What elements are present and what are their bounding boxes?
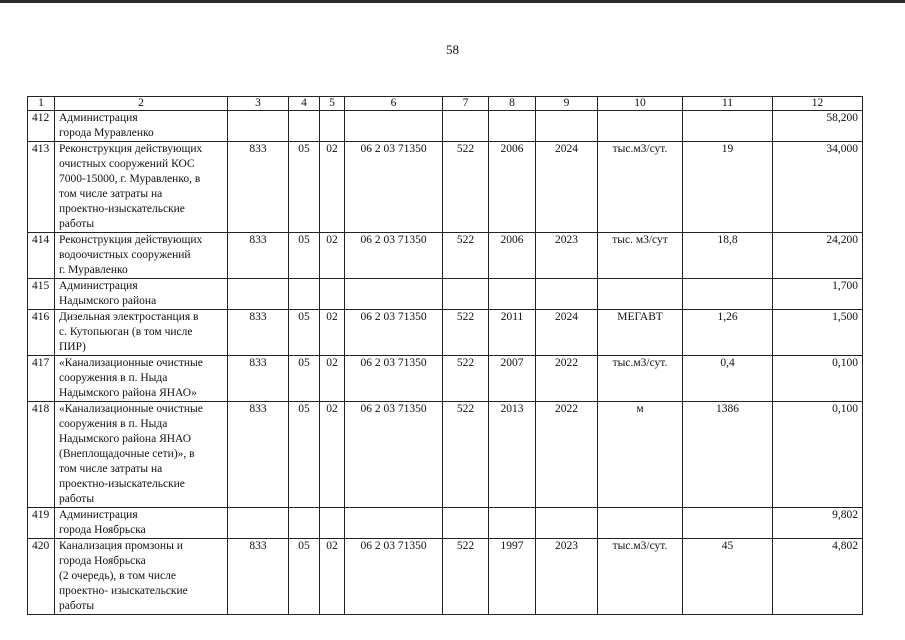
table-cell: 06 2 03 71350: [345, 233, 443, 279]
table-row: [28, 279, 863, 310]
table-cell: 05: [289, 310, 320, 356]
table-cell: 522: [443, 402, 489, 508]
table-cell: 416: [28, 310, 55, 356]
table-cell: 34,000: [773, 142, 863, 233]
table-cell: 05: [289, 539, 320, 615]
column-header: 11: [683, 97, 773, 111]
table-cell: [320, 111, 345, 142]
table-cell: 419: [28, 508, 55, 539]
table-cell: 18,8: [683, 233, 773, 279]
table-cell: 833: [228, 233, 289, 279]
table-cell: м: [598, 402, 683, 508]
table-cell: [598, 111, 683, 142]
table-cell: [598, 279, 683, 310]
table-cell: 06 2 03 71350: [345, 539, 443, 615]
table-header-row: [28, 97, 863, 111]
table-cell: 05: [289, 233, 320, 279]
table-cell: 02: [320, 310, 345, 356]
table-cell: 02: [320, 539, 345, 615]
table-cell: 02: [320, 142, 345, 233]
table-cell: 2024: [536, 310, 598, 356]
table-cell: 413: [28, 142, 55, 233]
table-cell: [683, 508, 773, 539]
table-cell: МЕГАВТ: [598, 310, 683, 356]
table-cell: «Канализационные очистные сооружения в п. Ныда Надымского района ЯНАО (Внеплощадочные сети)», в том числе затраты на проектно-изыскательские работы: [55, 402, 228, 508]
table-cell: 2023: [536, 539, 598, 615]
table-cell: 2011: [489, 310, 536, 356]
table-cell: 0,100: [773, 356, 863, 402]
table-cell: 522: [443, 356, 489, 402]
table-cell: [489, 508, 536, 539]
table-row: [28, 310, 863, 356]
table-cell: 418: [28, 402, 55, 508]
table-cell: 0,4: [683, 356, 773, 402]
table-cell: [320, 279, 345, 310]
column-header: 5: [320, 97, 345, 111]
table-cell: 2022: [536, 356, 598, 402]
table-cell: Администрация города Муравленко: [55, 111, 228, 142]
table-cell: 06 2 03 71350: [345, 310, 443, 356]
column-header: 9: [536, 97, 598, 111]
table-cell: 2022: [536, 402, 598, 508]
table-cell: [320, 508, 345, 539]
table-cell: [489, 279, 536, 310]
table-cell: 9,802: [773, 508, 863, 539]
table-cell: 02: [320, 402, 345, 508]
table-cell: [228, 111, 289, 142]
table-cell: тыс.м3/сут.: [598, 142, 683, 233]
table-cell: 833: [228, 310, 289, 356]
table-cell: 420: [28, 539, 55, 615]
top-border-line: [0, 0, 905, 3]
table-cell: 02: [320, 356, 345, 402]
table-cell: 412: [28, 111, 55, 142]
table-cell: 0,100: [773, 402, 863, 508]
table-cell: 417: [28, 356, 55, 402]
column-header: 12: [773, 97, 863, 111]
table-cell: [683, 111, 773, 142]
table-cell: 522: [443, 539, 489, 615]
table-cell: [345, 279, 443, 310]
table-cell: 05: [289, 356, 320, 402]
table-row: [28, 539, 863, 615]
table-cell: 2006: [489, 233, 536, 279]
table-cell: Реконструкция действующих водоочистных сооружений г. Муравленко: [55, 233, 228, 279]
table-cell: [289, 111, 320, 142]
table-cell: 06 2 03 71350: [345, 402, 443, 508]
table-cell: 45: [683, 539, 773, 615]
table-cell: 833: [228, 402, 289, 508]
table-cell: 4,802: [773, 539, 863, 615]
table-cell: 522: [443, 142, 489, 233]
table-cell: 1,500: [773, 310, 863, 356]
table-cell: Дизельная электростанция в с. Кутопьюган (в том числе ПИР): [55, 310, 228, 356]
table-cell: тыс. м3/сут: [598, 233, 683, 279]
table-cell: 05: [289, 142, 320, 233]
page-number: 58: [446, 42, 459, 57]
column-header: 8: [489, 97, 536, 111]
table-cell: 1,26: [683, 310, 773, 356]
table-cell: 522: [443, 310, 489, 356]
table-row: [28, 402, 863, 508]
table-cell: 05: [289, 402, 320, 508]
table-cell: «Канализационные очистные сооружения в п. Ныда Надымского района ЯНАО»: [55, 356, 228, 402]
table-cell: Администрация города Ноябрьска: [55, 508, 228, 539]
table-row: [28, 356, 863, 402]
column-header: 3: [228, 97, 289, 111]
table-cell: [536, 111, 598, 142]
table-cell: [345, 508, 443, 539]
table-cell: 415: [28, 279, 55, 310]
table-cell: Администрация Надымского района: [55, 279, 228, 310]
table-cell: 24,200: [773, 233, 863, 279]
table-cell: [443, 279, 489, 310]
table-cell: [489, 111, 536, 142]
table-cell: [443, 111, 489, 142]
table-cell: 58,200: [773, 111, 863, 142]
table-cell: 414: [28, 233, 55, 279]
column-header: 10: [598, 97, 683, 111]
table-cell: 833: [228, 356, 289, 402]
table-cell: [683, 279, 773, 310]
column-header: 2: [55, 97, 228, 111]
table-cell: [228, 508, 289, 539]
table-cell: 833: [228, 539, 289, 615]
table-cell: 2023: [536, 233, 598, 279]
table-cell: Канализация промзоны и города Ноябрьска (2 очередь), в том числе проектно- изыскательские работы: [55, 539, 228, 615]
column-header: 1: [28, 97, 55, 111]
table-cell: 02: [320, 233, 345, 279]
table-cell: [443, 508, 489, 539]
table-cell: тыс.м3/сут.: [598, 356, 683, 402]
table-cell: Реконструкция действующих очистных сооружений КОС 7000-15000, г. Муравленко, в том числе затраты на проектно-изыскательские работы: [55, 142, 228, 233]
column-header: 6: [345, 97, 443, 111]
table-cell: [345, 111, 443, 142]
table-row: [28, 111, 863, 142]
table-cell: [228, 279, 289, 310]
table-cell: 06 2 03 71350: [345, 142, 443, 233]
table-row: [28, 508, 863, 539]
table-cell: [598, 508, 683, 539]
table-cell: 2006: [489, 142, 536, 233]
table-cell: 1,700: [773, 279, 863, 310]
budget-table: [27, 96, 863, 615]
table-cell: 1386: [683, 402, 773, 508]
table-cell: [289, 508, 320, 539]
column-header: 7: [443, 97, 489, 111]
table-cell: 2024: [536, 142, 598, 233]
table-cell: [289, 279, 320, 310]
table-cell: 19: [683, 142, 773, 233]
table-row: [28, 233, 863, 279]
table-cell: 1997: [489, 539, 536, 615]
table-cell: 2007: [489, 356, 536, 402]
column-header: 4: [289, 97, 320, 111]
table-cell: [536, 508, 598, 539]
table-cell: [536, 279, 598, 310]
table-row: [28, 142, 863, 233]
table-cell: 522: [443, 233, 489, 279]
table-cell: тыс.м3/сут.: [598, 539, 683, 615]
table-cell: 2013: [489, 402, 536, 508]
table-cell: 06 2 03 71350: [345, 356, 443, 402]
table-cell: 833: [228, 142, 289, 233]
